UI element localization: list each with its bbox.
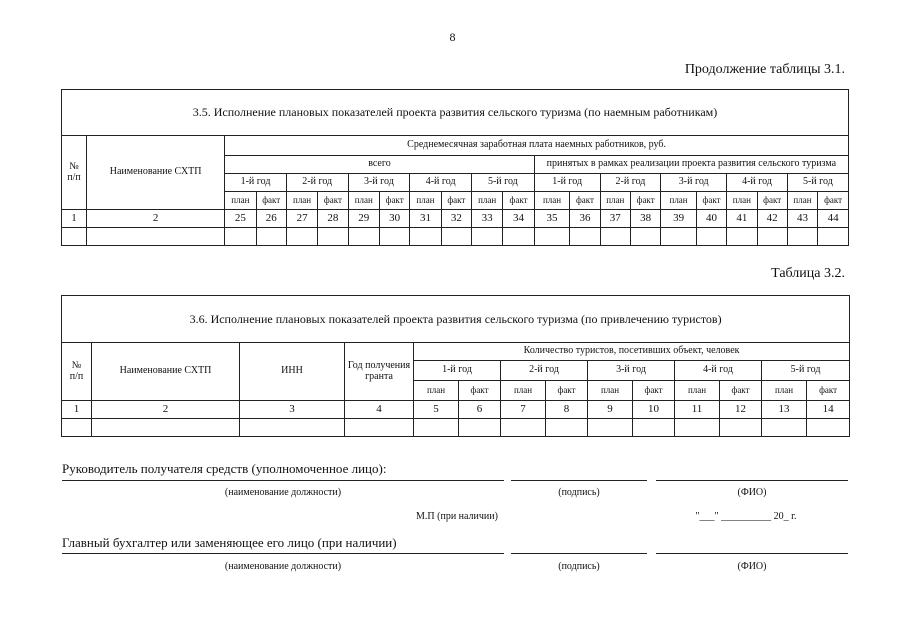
column-index-cell: 2 xyxy=(87,210,225,228)
position-line xyxy=(62,553,504,554)
empty-cell xyxy=(348,228,379,246)
year-header: 5-й год xyxy=(471,174,534,192)
empty-cell xyxy=(92,419,240,437)
page-number: 8 xyxy=(449,30,456,44)
empty-cell xyxy=(62,228,87,246)
empty-cell xyxy=(720,419,762,437)
fact-header: факт xyxy=(459,381,501,401)
table-3-5 xyxy=(61,89,849,246)
stamp-label: М.П (при наличии) xyxy=(416,511,498,522)
fact-header: факт xyxy=(546,381,588,401)
plan-header: план xyxy=(762,381,807,401)
empty-cell xyxy=(570,228,600,246)
plan-header: план xyxy=(588,381,633,401)
fact-header: факт xyxy=(441,192,471,210)
empty-cell xyxy=(459,419,501,437)
column-index-cell: 41 xyxy=(727,210,757,228)
column-index-cell: 29 xyxy=(348,210,379,228)
empty-cell xyxy=(633,419,675,437)
column-index-cell: 43 xyxy=(787,210,817,228)
fact-header: факт xyxy=(630,192,660,210)
column-index-cell: 5 xyxy=(414,401,459,419)
position-caption: (наименование должности) xyxy=(224,561,342,572)
year-header: 1-й год xyxy=(225,174,287,192)
plan-header: план xyxy=(661,192,697,210)
column-index-cell: 9 xyxy=(588,401,633,419)
fact-header: факт xyxy=(633,381,675,401)
year-header: 4-й год xyxy=(675,361,762,381)
fio-caption: (ФИО) xyxy=(737,561,767,572)
empty-cell xyxy=(62,419,92,437)
empty-cell xyxy=(757,228,787,246)
column-index-cell: 32 xyxy=(441,210,471,228)
col-number-header: № п/п xyxy=(62,343,92,401)
empty-cell xyxy=(762,419,807,437)
index-row xyxy=(62,210,849,228)
empty-cell xyxy=(818,228,849,246)
empty-cell xyxy=(471,228,502,246)
year-header: 5-й год xyxy=(762,361,850,381)
year-header: 3-й год xyxy=(588,361,675,381)
col-name-header: Наименование СХТП xyxy=(92,343,240,401)
column-index-cell: 8 xyxy=(546,401,588,419)
year-header: 4-й год xyxy=(727,174,788,192)
table-3-5-title: 3.5. Исполнение плановых показателей проекта развития сельского туризма (по наемным работникам) xyxy=(62,90,849,136)
empty-cell xyxy=(588,419,633,437)
empty-cell xyxy=(441,228,471,246)
col-number-header: № п/п xyxy=(62,136,87,210)
column-index-cell: 37 xyxy=(600,210,630,228)
plan-header: план xyxy=(286,192,317,210)
empty-cell xyxy=(501,419,546,437)
empty-cell xyxy=(787,228,817,246)
fact-header: факт xyxy=(818,192,849,210)
empty-cell xyxy=(225,228,256,246)
empty-cell xyxy=(600,228,630,246)
fact-header: факт xyxy=(503,192,534,210)
signature-caption: (подпись) xyxy=(558,561,600,572)
column-index-cell: 4 xyxy=(345,401,414,419)
date-placeholder: "___" __________ 20_ г. xyxy=(695,511,797,522)
fact-header: факт xyxy=(570,192,600,210)
column-index-cell: 35 xyxy=(534,210,570,228)
fio-caption: (ФИО) xyxy=(737,487,767,498)
column-index-cell: 34 xyxy=(503,210,534,228)
col-name-header: Наименование СХТП xyxy=(87,136,225,210)
column-index-cell: 36 xyxy=(570,210,600,228)
empty-cell xyxy=(696,228,726,246)
head-label: Руководитель получателя средств (уполномоченное лицо): xyxy=(62,461,387,476)
year-header: 3-й год xyxy=(661,174,727,192)
column-index-cell: 11 xyxy=(675,401,720,419)
year-header: 2-й год xyxy=(286,174,348,192)
empty-cell xyxy=(675,419,720,437)
year-header: 1-й год xyxy=(534,174,600,192)
column-index-cell: 28 xyxy=(318,210,348,228)
column-index-cell: 40 xyxy=(696,210,726,228)
fact-header: факт xyxy=(807,381,850,401)
column-index-cell: 7 xyxy=(501,401,546,419)
plan-header: план xyxy=(414,381,459,401)
index-row xyxy=(62,401,850,419)
year-header: 1-й год xyxy=(414,361,501,381)
empty-cell xyxy=(345,419,414,437)
position-line xyxy=(62,480,504,481)
column-index-cell: 2 xyxy=(92,401,240,419)
column-index-cell: 13 xyxy=(762,401,807,419)
column-index-cell: 27 xyxy=(286,210,317,228)
total-group-header: всего xyxy=(225,156,535,174)
column-index-cell: 26 xyxy=(256,210,286,228)
empty-cell xyxy=(318,228,348,246)
plan-header: план xyxy=(534,192,570,210)
column-index-cell: 39 xyxy=(661,210,697,228)
empty-cell xyxy=(546,419,588,437)
column-index-cell: 3 xyxy=(240,401,345,419)
table-3-6 xyxy=(61,295,850,437)
year-header: 4-й год xyxy=(410,174,472,192)
fact-header: факт xyxy=(757,192,787,210)
empty-cell xyxy=(414,419,459,437)
signature-caption: (подпись) xyxy=(558,487,600,498)
empty-cell xyxy=(534,228,570,246)
plan-header: план xyxy=(787,192,817,210)
plan-header: план xyxy=(501,381,546,401)
empty-cell xyxy=(727,228,757,246)
plan-header: план xyxy=(600,192,630,210)
column-index-cell: 1 xyxy=(62,401,92,419)
year-header: 2-й год xyxy=(501,361,588,381)
col-grant-year-header: Год получения гранта xyxy=(345,343,414,401)
plan-header: план xyxy=(675,381,720,401)
empty-cell xyxy=(256,228,286,246)
position-caption: (наименование должности) xyxy=(224,487,342,498)
column-index-cell: 44 xyxy=(818,210,849,228)
table-3-6-title: 3.6. Исполнение плановых показателей проекта развития сельского туризма (по привлечению туристов) xyxy=(62,296,850,343)
column-index-cell: 42 xyxy=(757,210,787,228)
tourists-group-header: Количество туристов, посетивших объект, человек xyxy=(414,343,850,361)
col-inn-header: ИНН xyxy=(240,343,345,401)
column-index-cell: 31 xyxy=(410,210,441,228)
empty-cell xyxy=(410,228,441,246)
column-index-cell: 10 xyxy=(633,401,675,419)
empty-row xyxy=(62,419,850,437)
empty-row xyxy=(62,228,849,246)
empty-cell xyxy=(661,228,697,246)
table-caption: Таблица 3.2. xyxy=(771,266,845,281)
year-header: 3-й год xyxy=(348,174,410,192)
empty-cell xyxy=(503,228,534,246)
empty-cell xyxy=(630,228,660,246)
column-index-cell: 38 xyxy=(630,210,660,228)
column-index-cell: 14 xyxy=(807,401,850,419)
hired-group-header: принятых в рамках реализации проекта развития сельского туризма xyxy=(534,156,848,174)
fact-header: факт xyxy=(379,192,409,210)
column-index-cell: 1 xyxy=(62,210,87,228)
plan-header: план xyxy=(410,192,441,210)
empty-cell xyxy=(87,228,225,246)
plan-header: план xyxy=(727,192,757,210)
column-index-cell: 30 xyxy=(379,210,409,228)
signature-line xyxy=(511,553,647,554)
plan-header: план xyxy=(348,192,379,210)
empty-cell xyxy=(240,419,345,437)
empty-cell xyxy=(807,419,850,437)
fact-header: факт xyxy=(720,381,762,401)
empty-cell xyxy=(379,228,409,246)
year-header: 2-й год xyxy=(600,174,661,192)
fact-header: факт xyxy=(256,192,286,210)
column-index-cell: 25 xyxy=(225,210,256,228)
fact-header: факт xyxy=(696,192,726,210)
column-index-cell: 12 xyxy=(720,401,762,419)
accountant-label: Главный бухгалтер или заменяющее его лицо (при наличии) xyxy=(62,535,397,550)
column-index-cell: 6 xyxy=(459,401,501,419)
continuation-label: Продолжение таблицы 3.1. xyxy=(684,62,845,77)
plan-header: план xyxy=(225,192,256,210)
fact-header: факт xyxy=(318,192,348,210)
signature-line xyxy=(511,480,647,481)
year-header: 5-й год xyxy=(787,174,848,192)
fio-line xyxy=(656,553,848,554)
column-index-cell: 33 xyxy=(471,210,502,228)
empty-cell xyxy=(286,228,317,246)
fio-line xyxy=(656,480,848,481)
salary-group-header: Среднемесячная заработная плата наемных работников, руб. xyxy=(225,136,849,156)
plan-header: план xyxy=(471,192,502,210)
